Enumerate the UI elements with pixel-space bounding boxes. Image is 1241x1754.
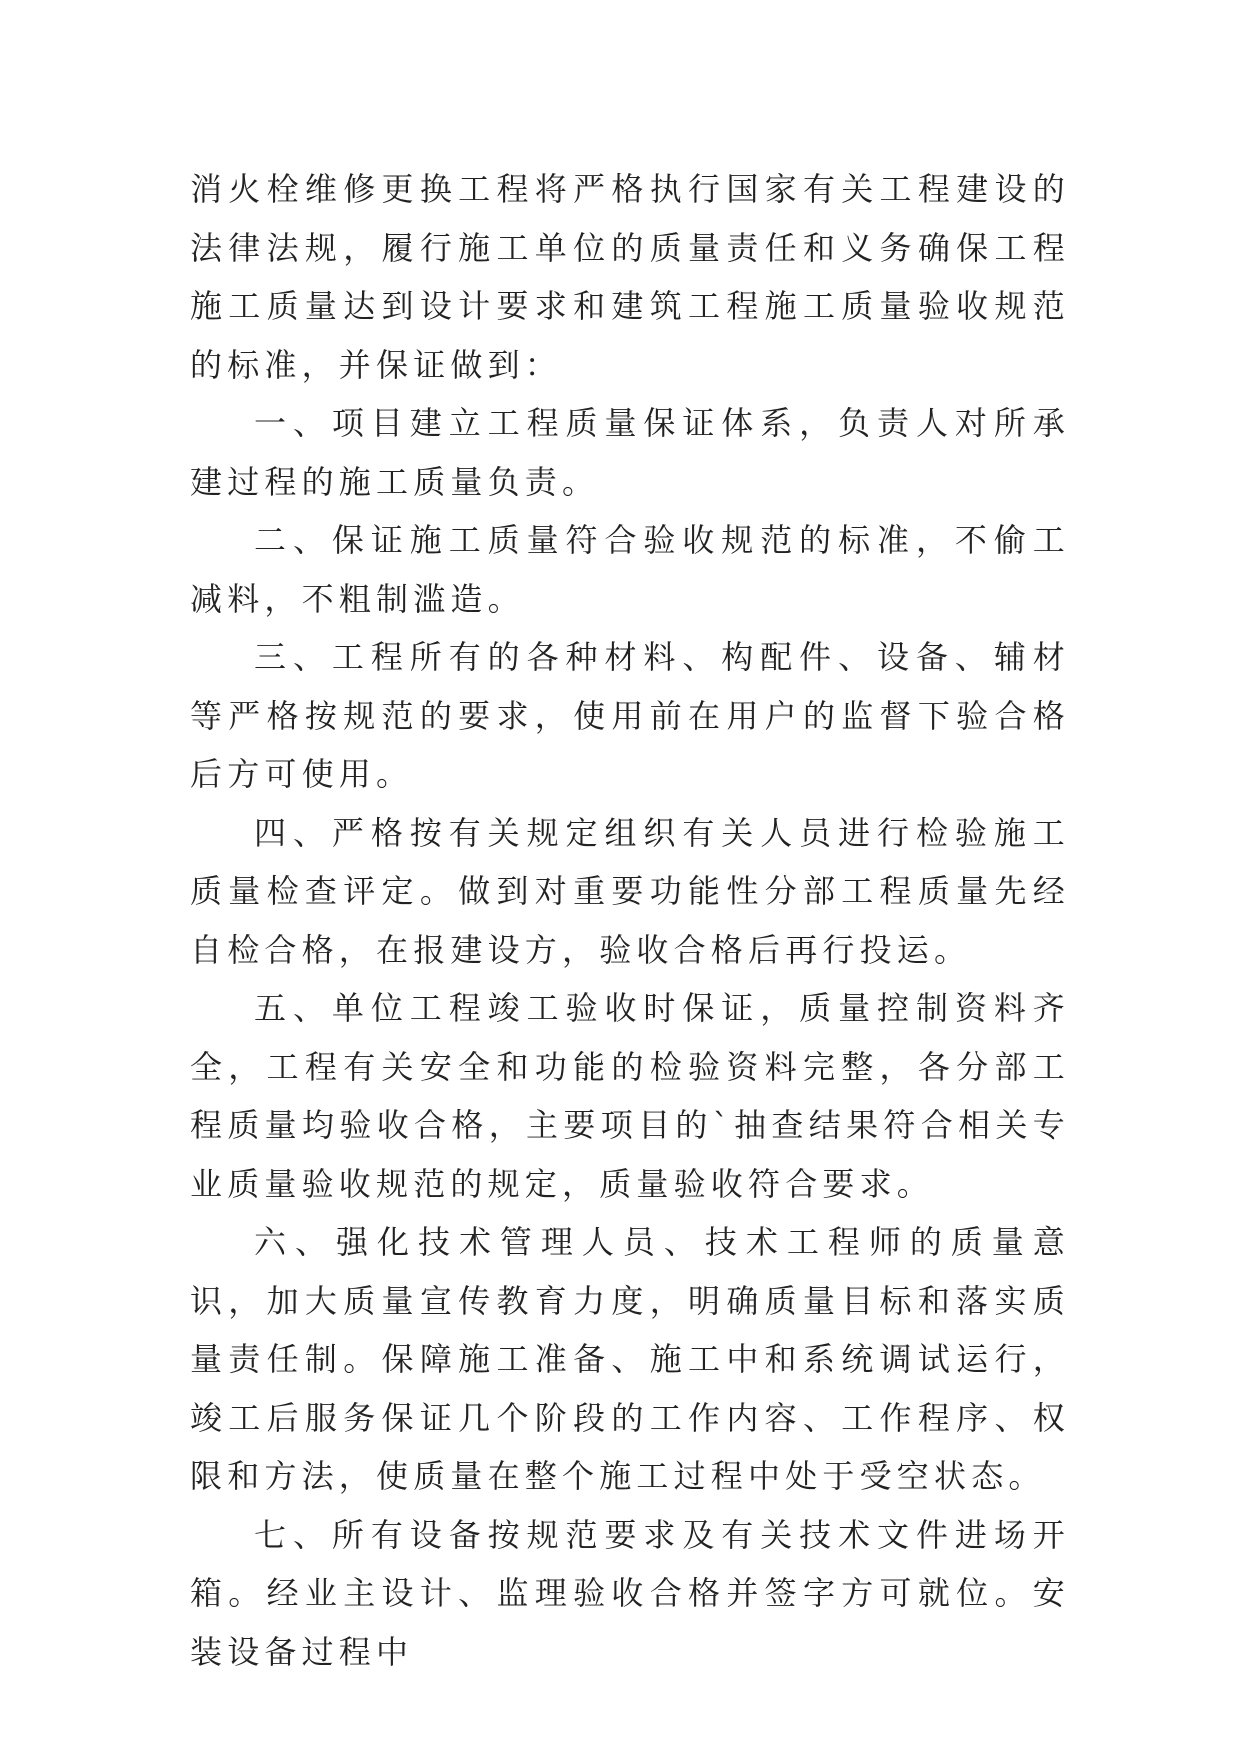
clause-5-paragraph: 五、单位工程竣工验收时保证，质量控制资料齐全，工程有关安全和功能的检验资料完整，各分部工程质量均验收合格，主要项目的`抽查结果符合相关专业质量验收规范的规定，质量验收符合要求。 <box>190 989 1070 1203</box>
clause-4-paragraph: 四、严格按有关规定组织有关人员进行检验施工质量检查评定。做到对重要功能性分部工程质量先经自检合格，在报建设方，验收合格后再行投运。 <box>190 813 1070 969</box>
clause-7-paragraph: 七、所有设备按规范要求及有关技术文件进场开箱。经业主设计、监理验收合格并签字方可就位。安装设备过程中 <box>190 1515 1070 1671</box>
clause-6-paragraph: 六、强化技术管理人员、技术工程师的质量意识，加大质量宣传教育力度，明确质量目标和落实质量责任制。保障施工准备、施工中和系统调试运行，竣工后服务保证几个阶段的工作内容、工作程序、权限和方法，使质量在整个施工过程中处于受空状态。 <box>190 1223 1070 1495</box>
clause-3-paragraph: 三、工程所有的各种材料、构配件、设备、辅材等严格按规范的要求，使用前在用户的监督下验合格后方可使用。 <box>190 638 1070 793</box>
clause-2-paragraph: 二、保证施工质量符合验收规范的标准，不偷工减料，不粗制滥造。 <box>190 521 1070 618</box>
intro-paragraph: 消火栓维修更换工程将严格执行国家有关工程建设的法律法规，履行施工单位的质量责任和义务确保工程施工质量达到设计要求和建筑工程施工质量验收规范的标准，并保证做到： <box>190 170 1070 384</box>
clause-1-paragraph: 一、项目建立工程质量保证体系，负责人对所承建过程的施工质量负责。 <box>190 404 1070 501</box>
document-body <box>190 160 1070 1681</box>
